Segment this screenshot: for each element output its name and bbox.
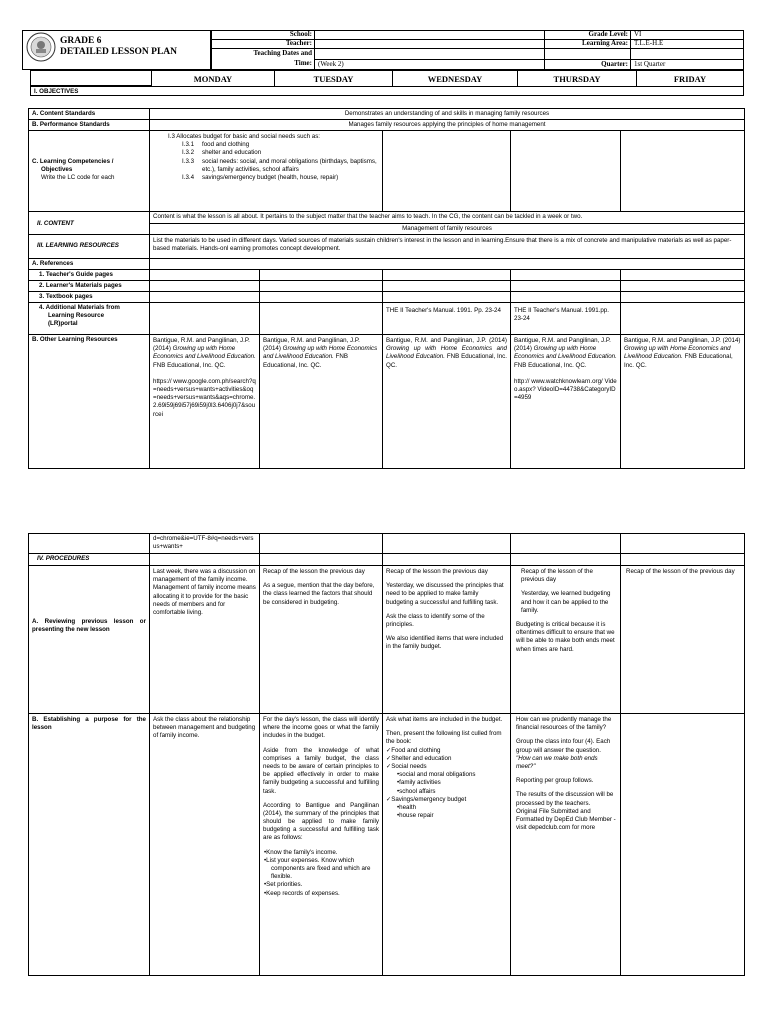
quarter-value: 1st Quarter [634,60,666,68]
textbook-pages-label: 3. Textbook pages [28,291,149,302]
quarter-label: Quarter: [601,60,628,68]
reviewing-wednesday: Recap of the lesson the previous day Yesterday, we discussed the principles that need to be applied to make family budgeting a successful and fulfilling task. Ask the class to identify some of the principles. We also identified items that were included in the family budget. [382,565,510,713]
teacher-label: Teacher: [285,39,312,47]
purpose-monday: Ask the class about the relationship between management and budgeting of family income. [149,713,259,976]
content-text: Content is what the lesson is all about. It pertains to the subject matter that the teacher aims to teach. In the CG, the content can be tackled in a week or two. [149,211,745,223]
reviewing-previous-lesson-label: A. Reviewing previous lesson or presenting the new lesson [28,565,149,713]
content-standards-label: A. Content Standards [28,108,149,119]
reviewing-thursday: Recap of the lesson of the previous day Yesterday, we learned budgeting and how it can be applied to the family. Budgeting is critical because it is oftentimes difficult to ensure that we will be able to make both ends meet when times are hard. [510,565,620,713]
content-standards-text: Demonstrates an understanding of and skills in managing family resources [149,108,745,119]
additional-materials-thursday: THE II Teacher's Manual. 1991.pp. 23-24 [510,302,620,334]
time-label: Time: [294,59,312,67]
day-monday: MONDAY [151,70,274,86]
objectives-label: I. OBJECTIVES [30,86,744,96]
establishing-purpose-label: B. Establishing a purpose for the lesson [28,713,149,976]
reviewing-monday: Last week, there was a discussion on management of the family income. Management of family income means allocating it to provide for the basic needs of members and for comfortable living. [149,565,259,713]
day-wednesday: WEDNESDAY [392,70,517,86]
day-friday: FRIDAY [636,70,744,86]
content-topic: Management of family resources [149,223,745,234]
other-resources-wednesday: Bantigue, R.M. and Pangilinan, J.P. (2014) Growing up with Home Economics and Livelihood Education. FNB Educational, Inc. QC. [382,334,510,469]
grade-title: GRADE 6 [60,36,102,46]
references-label: A. References [28,258,149,269]
day-tuesday: TUESDAY [274,70,392,86]
performance-standards-label: B. Performance Standards [28,119,149,130]
additional-materials-wednesday: THE II Teacher's Manual. 1991. Pp. 23-24 [382,302,510,334]
learning-resources-label: III. LEARNING RESOURCES [28,234,149,258]
day-thursday: THURSDAY [517,70,636,86]
purpose-wednesday: Ask what items are included in the budget. Then, present the following list culled from the book: ✓ Food and clothing ✓ Shelter and education ✓ Social needs • social and moral obligations • family activities • school affairs ✓ Savings/emergency budget • health • house repair [382,713,510,976]
other-learning-resources-label: B. Other Learning Resources [28,334,149,469]
grade-level-label: Grade Level: [588,30,628,38]
week-value: (Week 2) [318,60,344,68]
learning-resources-text: List the materials to be used in different days. Varied sources of materials sustain children's interest in the lesson and in learning.Ensure that there is a mix of concrete and manipulative materials as well as paper-based materials. Hands-onl earning promotes concept development. [149,234,745,258]
other-resources-friday: Bantigue, R.M. and Pangilinan, J.P. (2014) Growing up with Home Economics and Livelihood Education. FNB Educational, Inc. QC. [620,334,745,469]
grade-level-value: VI [634,30,642,38]
other-resources-tuesday: Bantigue, R.M. and Pangilinan, J.P. (2014) Growing up with Home Economics and Livelihood Education. FNB Educational, Inc. QC. [259,334,382,469]
teaching-dates-label: Teaching Dates and [253,49,312,57]
teachers-guide-label: 1. Teacher's Guide pages [28,269,149,280]
other-resources-monday-cont: d=chrome&ie=UTF-8#q=needs+versus+wants+ [149,533,259,553]
additional-materials-label: 4. Additional Materials from Learning Resource (LR)portal [28,302,149,334]
learning-area-value: T.L.E-H.E [634,39,664,47]
deped-seal-icon [26,32,56,62]
other-resources-thursday: Bantigue, R.M. and Pangilinan, J.P. (2014) Growing up with Home Economics and Livelihood Education. FNB Educational, Inc. QC. http:// www.watchknowlearn.org/ Video.aspx? VideoID=44738&CategoryID=4959 [510,334,620,469]
performance-standards-text: Manages family resources applying the principles of home management [149,119,745,130]
competency-head: I.3 Allocates budget for basic and social needs such as: [168,133,321,140]
purpose-thursday: How can we prudently manage the financial resources of the family? Group the class into four (4). Each group will answer the question. "How can we make both ends meet?" Reporting per group follows. The results of the discussion will be processed by the teachers. Original File Submitted and Formatted by DepEd Club Member - visit depedclub.com for more [510,713,620,976]
lesson-plan-title: DETAILED LESSON PLAN [60,47,178,57]
reviewing-friday: Recap of the lesson of the previous day [620,565,745,713]
school-label: School: [289,30,312,38]
competencies-label: C. Learning Competencies / Objectives Write the LC code for each [28,130,149,211]
content-label: II. CONTENT [28,211,149,234]
learners-materials-label: 2. Learner's Materials pages [28,280,149,291]
other-resources-monday: Bantigue, R.M. and Pangilinan, J.P. (2014) Growing up with Home Economics and Livelihood Education. FNB Educational, Inc. QC. https:// www.google.com.ph/search?q=needs+versus+wants+activities&oq=needs+versus+wants&aqs=chrome.2.69i59j69i57j69i59j0l3.6406j0j7&sourcei [149,334,259,469]
procedures-label: IV. PROCEDURES [28,553,149,565]
competencies-text: I.3 Allocates budget for basic and social needs such as: I.3.1 food and clothing I.3.2 shelter and education I.3.3 social needs: social, and moral obligations (birthdays, baptisms, etc.), family activities, school affairs I.3.4 savings/emergency budget (health, house, repair) [149,130,382,211]
learning-area-label: Learning Area: [582,39,628,47]
purpose-tuesday: For the day's lesson, the class will identify where the income goes or what the family includes in the budget. Aside from the knowledge of what comprises a family budget, the class needs to be aware of certain principles to be applied effectively in order to make family budgeting a successful and fulfilling task. According to Bantigue and Pangilinan (2014), the summary of the principles that should be applied to make family budgeting a successful and fulfilling task are as follows: • Know the family's income. • List your expenses. Know which components are fixed and which are flexible. • Set priorities. • Keep records of expenses. [259,713,382,976]
reviewing-tuesday: Recap of the lesson the previous day As a segue, mention that the day before, the class learned the factors that should be considered in budgeting. [259,565,382,713]
